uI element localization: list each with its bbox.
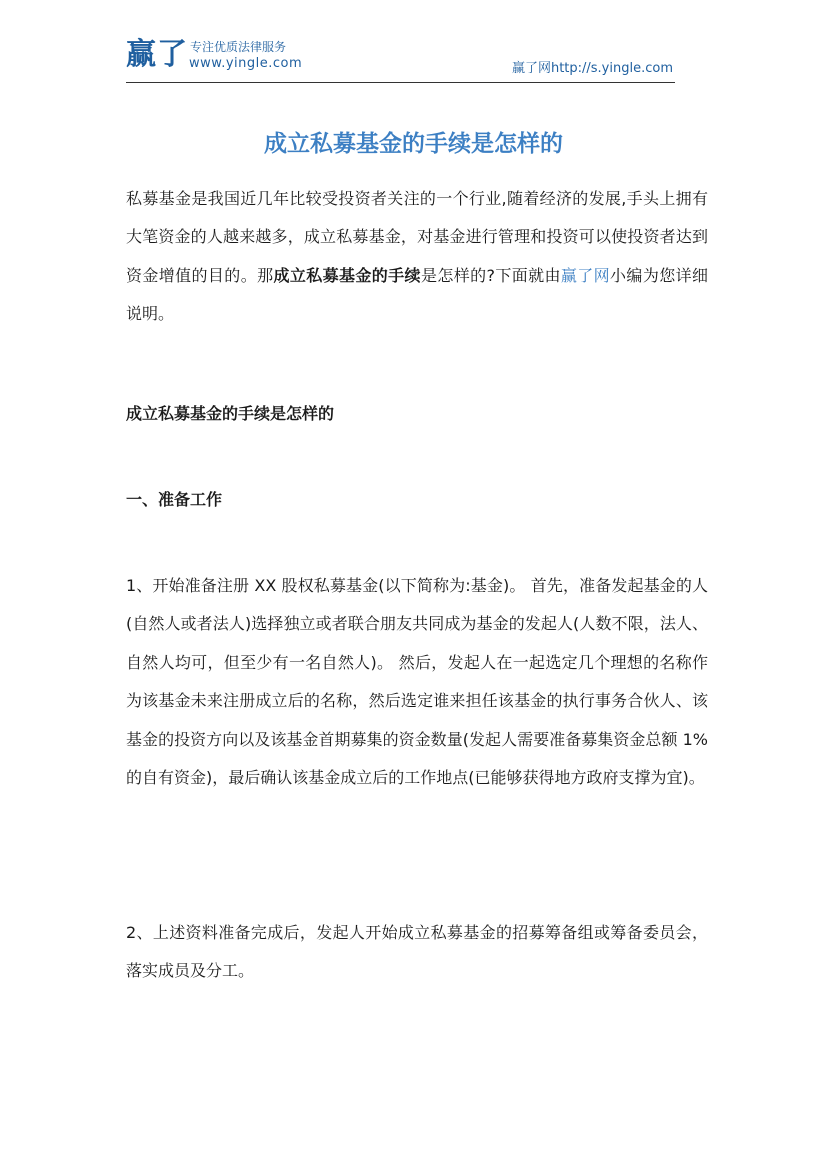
yingle-logo[interactable]: 赢了 [126, 37, 188, 72]
subheading-preparation: 一、准备工作 [126, 490, 223, 509]
site-link[interactable]: 赢了网http://s.yingle.com [511, 61, 673, 76]
intro-text-3: 小编为您详细说明。 [126, 265, 708, 324]
logo-domain: www.yingle.com [189, 56, 303, 71]
header-divider [126, 82, 675, 83]
intro-paragraph [126, 180, 708, 334]
intro-text-1: 私募基金是我国近几年比较受投资者关注的一个行业,随着经济的发展,手头上拥有大笔资金的人越来越多，成立私募基金，对基金进行管理和投资可以使投资者达到资金增值的目的。那 [126, 189, 708, 285]
section-heading: 成立私募基金的手续是怎样的 [126, 404, 335, 423]
intro-text-2: 是怎样的?下面就由 [420, 265, 561, 285]
paragraph-step-1: 1、开始准备注册 XX 股权私募基金(以下简称为:基金)。 首先，准备发起基金的人(自然人或者法人)选择独立或者联合朋友共同成为基金的发起人(人数不限，法人、自然人均可，但至少有一名自然人)。 然后，发起人在一起选定几个理想的名称作为该基金未来注册成立后的名称，然后选定谁来担任该基金的执行事务合伙人、该基金的投资方向以及该基金首期募集的资金数量(发起人需要准备募集资金总额 1%的自有资金)，最后确认该基金成立后的工作地点(已能够获得地方政府支撑为宜)。 [126, 576, 708, 788]
paragraph-step-2: 2、上述资料准备完成后，发起人开始成立私募基金的招募筹备组或筹备委员会，落实成员及分工。 [126, 923, 708, 981]
logo-slogan: 专注优质法律服务 [190, 40, 287, 54]
document-title: 成立私募基金的手续是怎样的 [264, 131, 563, 157]
page-header [126, 36, 675, 82]
intro-bold-phrase: 成立私募基金的手续 [273, 265, 421, 285]
yingle-link[interactable]: 赢了网 [560, 265, 611, 285]
